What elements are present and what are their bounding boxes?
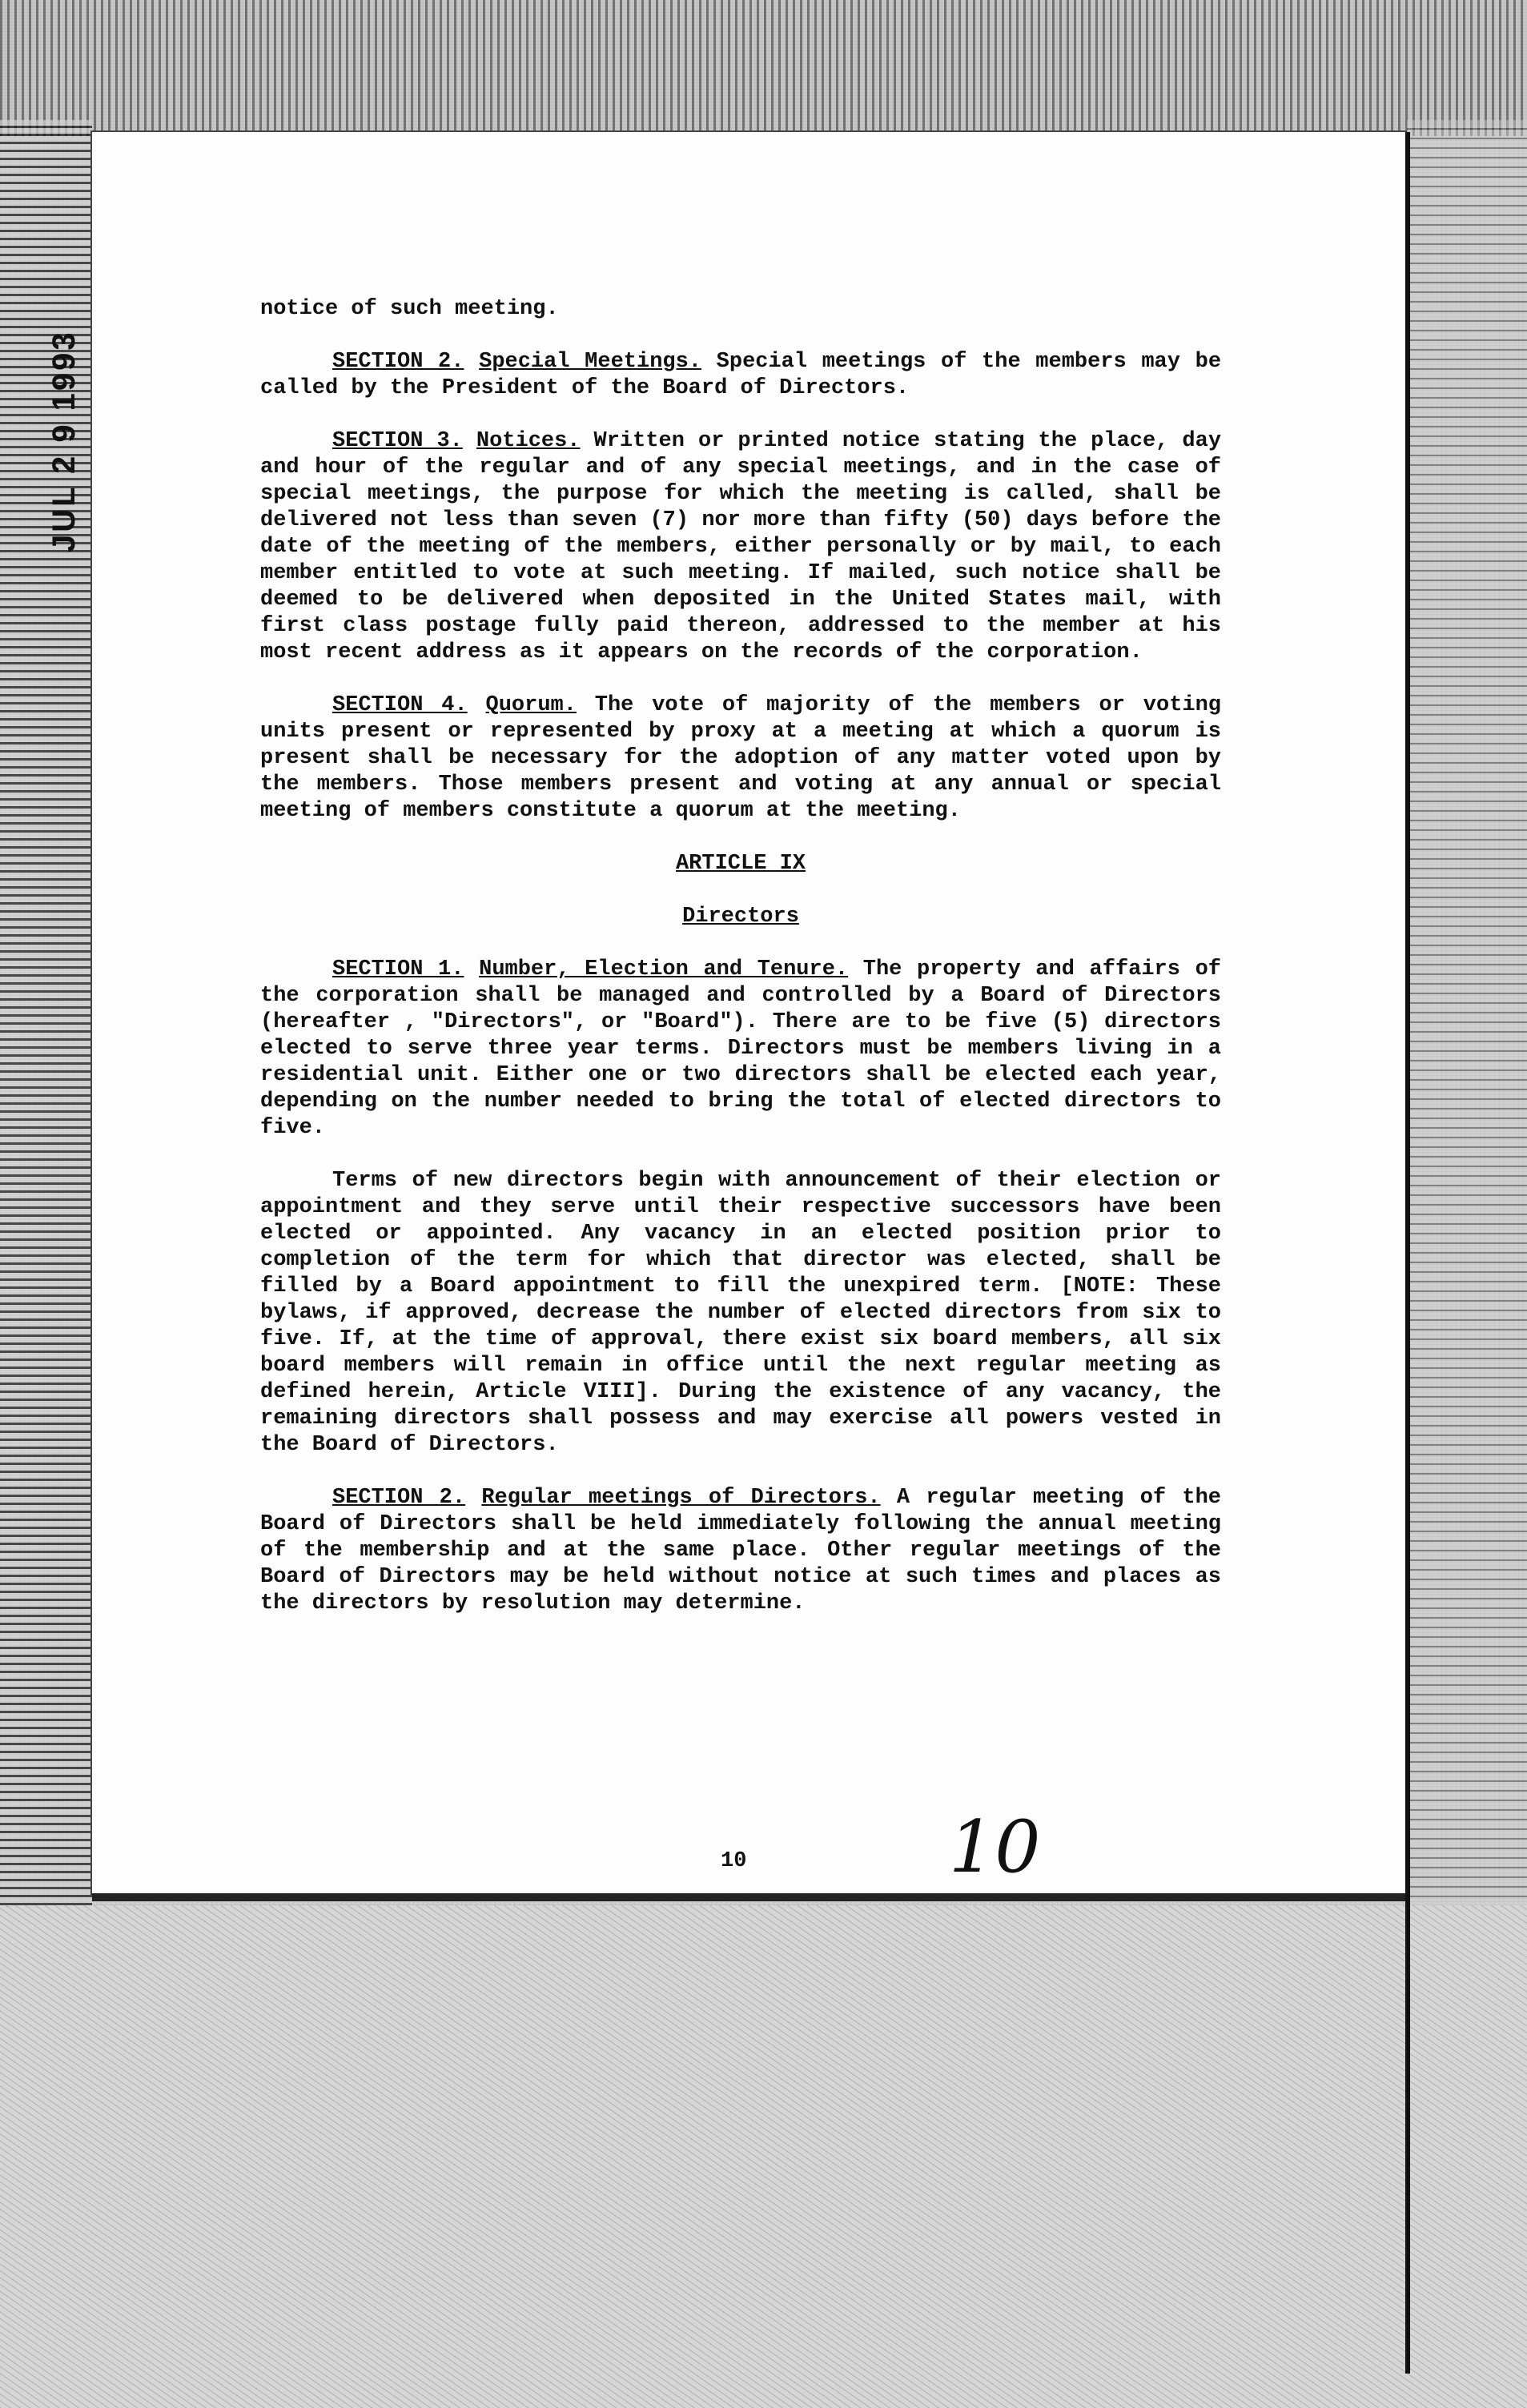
document-body [260,296,1221,1643]
page-edge-right [1405,132,1410,2374]
article-heading: ARTICLE IX [675,852,806,876]
section-special-meetings [260,349,1221,402]
section-heading: SECTION 4. [332,693,468,717]
article-title: Directors [682,905,799,929]
terms-paragraph: Terms of new directors begin with announcement of their election or appointment and they serve until their respective successors have been elected or appointed. Any vacancy in an elected position prior to completion of the term for which that director was elected, shall be filled by a Board appointment to fill the unexpired term. [NOTE: These bylaws, if approved, decrease the number of elected directors from six to five. If, at the time of approval, there exist six board members, all six board members will remain in office until the next regular meeting as defined herein, Article VIII]. During the existence of any vacancy, the remaining directors shall possess and may exercise all powers vested in the Board of Directors. [260,1169,1221,1457]
opening-line: notice of such meeting. [260,297,559,321]
section-text: The property and affairs of the corporation shall be managed and controlled by a Board of Directors (hereafter , "Directors", or "Board"). There are to be five (5) directors elected to serve three year terms. Directors must be members living in a residential unit. Either one or two directors shall be elected each year, depending on the number needed to bring the total of elected directors to five. [260,957,1222,1140]
section-text: Written or printed notice stating the place, day and hour of the regular and of any special meetings, and in the case of special meetings, the purpose for which the meeting is called, shall be delivered not less than seven (7) nor more than fifty (50) days before the date of the meeting of the members, either personally or by mail, to each member entitled to vote at such meeting. If mailed, such notice shall be deemed to be delivered when deposited in the United States mail, with first class postage fully paid thereon, addressed to the member at his most recent address as it appears on the records of the corporation. [260,429,1222,664]
section-title: Number, Election and Tenure. [479,957,849,981]
section-number-election-tenure [260,957,1221,1142]
section-heading: SECTION 2. [332,350,464,374]
section-title: Regular meetings of Directors. [481,1486,881,1510]
section-quorum [260,692,1221,825]
section-heading: SECTION 2. [332,1486,466,1510]
section-regular-meetings [260,1485,1221,1617]
section-title: Special Meetings. [479,350,702,374]
section-heading: SECTION 3. [332,429,463,453]
scan-noise-bottom [0,1905,1527,2408]
section-notices [260,428,1221,666]
page-number: 10 [721,1849,747,1873]
scan-noise-top [0,0,1527,136]
page-edge-bottom [92,1893,1405,1901]
section-heading: SECTION 1. [332,957,464,981]
date-stamp [46,330,82,552]
section-text: A regular meeting of the Board of Directors shall be held immediately following the annual meeting of the membership and at the same place. Other regular meetings of the Board of Directors may be held without notice at such times and places as the directors by resolution may determine. [260,1486,1221,1615]
section-title: Quorum. [485,693,577,717]
date-stamp-text: JUL 2 9 1993 [46,330,82,552]
section-title: Notices. [476,429,581,453]
handwritten-page-number: 10 [949,1805,1041,1889]
section-text: Special meetings of the members may be called by the President of the Board of Directors. [260,350,1222,400]
section-text: The vote of majority of the members or voting units present or represented by proxy at a meeting at which a quorum is present shall be necessary for the adoption of any matter voted upon by the members. Those members present and voting at any annual or special meeting of members constitute a quorum at the meeting. [260,693,1222,823]
